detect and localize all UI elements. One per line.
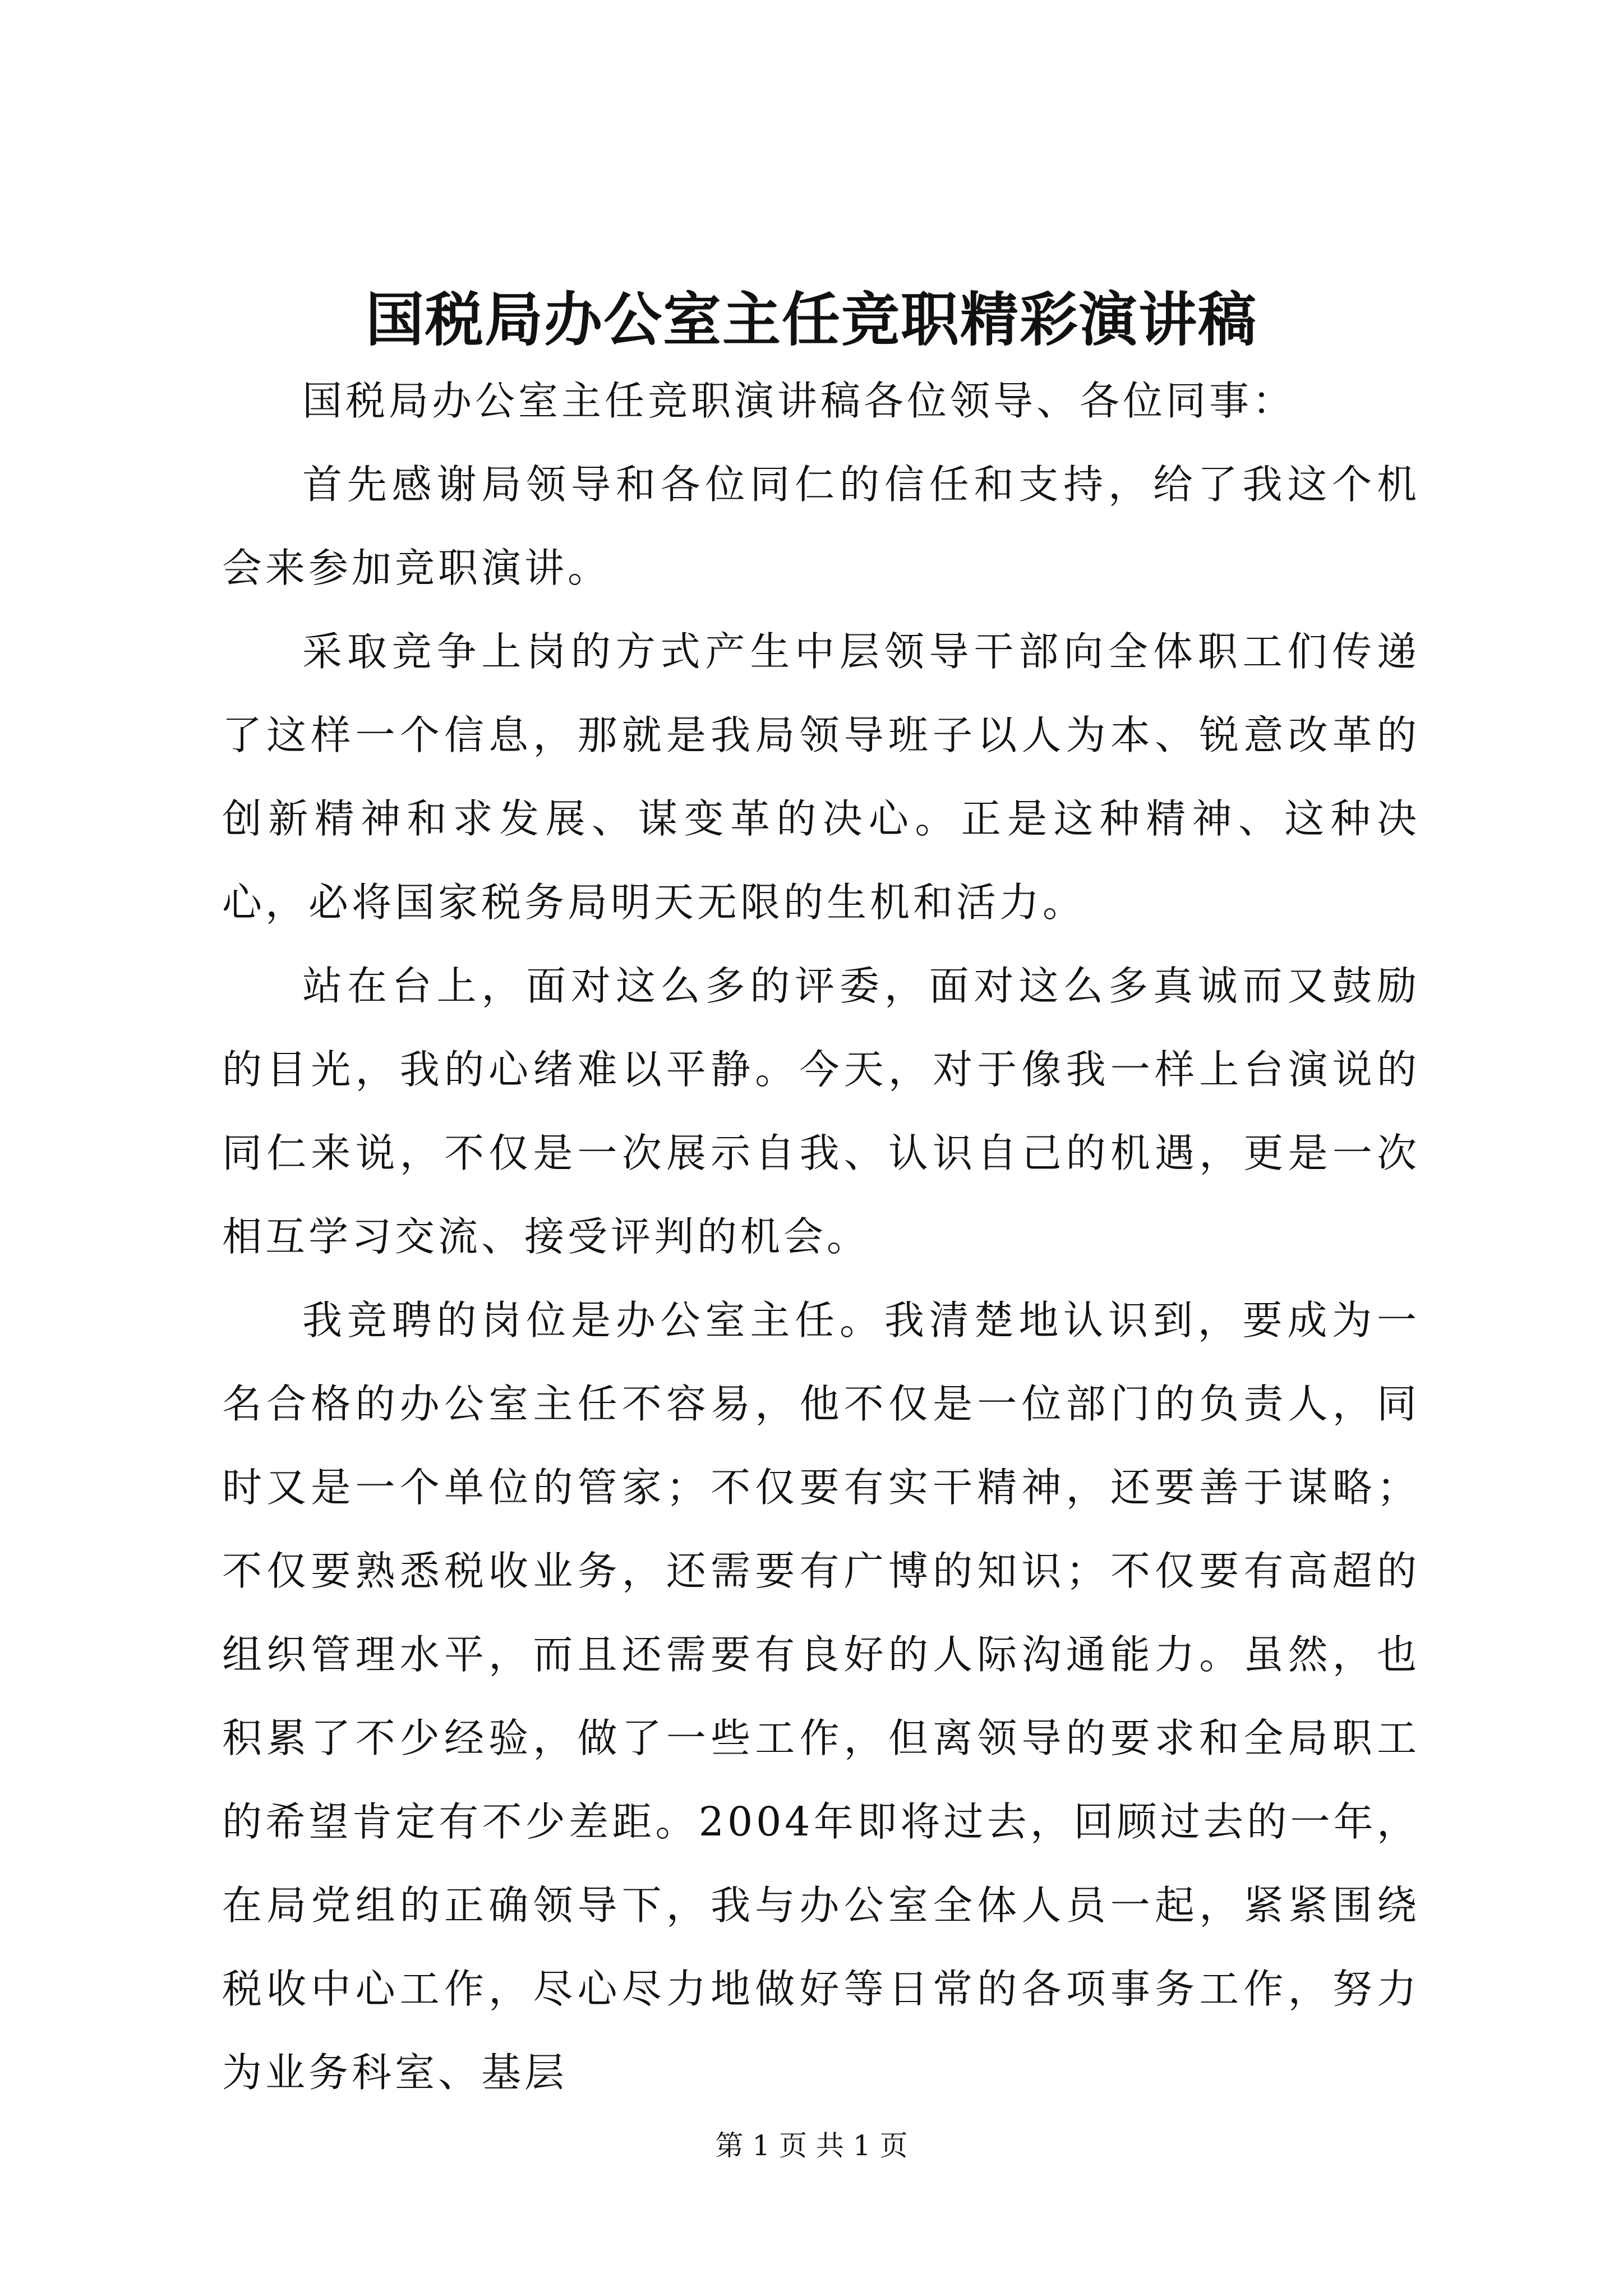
- page-footer: 第 1 页 共 1 页: [715, 2129, 908, 2162]
- paragraph-greeting: 国税局办公室主任竞职演讲稿各位领导、各位同事：: [302, 378, 1296, 424]
- paragraph-competition: 采取竞争上岗的方式产生中层领导干部向全体职工们传递了这样一个信息，那就是我局领导班子以人为本、锐意改革的创新精神和求发展、谋变革的决心。正是这种精神、这种决心，必将国家税务局明天无限的生机和活力。: [222, 628, 1420, 926]
- document-body: [222, 359, 1420, 2114]
- paragraph-thanks: 首先感谢局领导和各位同仁的信任和支持，给了我这个机会来参加竞职演讲。: [222, 461, 1420, 591]
- document-title: 国税局办公室主任竞职精彩演讲稿: [365, 285, 1257, 354]
- paragraph-on-stage: 站在台上，面对这么多的评委，面对这么多真诚而又鼓励的目光，我的心绪难以平静。今天，对于像我一样上台演说的同仁来说，不仅是一次展示自我、认识自己的机遇，更是一次相互学习交流、接受评判的机会。: [222, 963, 1420, 1260]
- paragraph-position: 我竞聘的岗位是办公室主任。我清楚地认识到，要成为一名合格的办公室主任不容易，他不仅是一位部门的负责人，同时又是一个单位的管家；不仅要有实干精神，还要善于谋略；不仅要熟悉税收业务，还需要有广博的知识；不仅要有高超的组织管理水平，而且还需要有良好的人际沟通能力。虽然，也积累了不少经验，做了一些工作，但离领导的要求和全局职工的希望肯定有不少差距。2004年即将过去，回顾过去的一年，在局党组的正确领导下，我与办公室全体人员一起，紧紧围绕税收中心工作，尽心尽力地做好等日常的各项事务工作，努力为业务科室、基层: [222, 1297, 1420, 2096]
